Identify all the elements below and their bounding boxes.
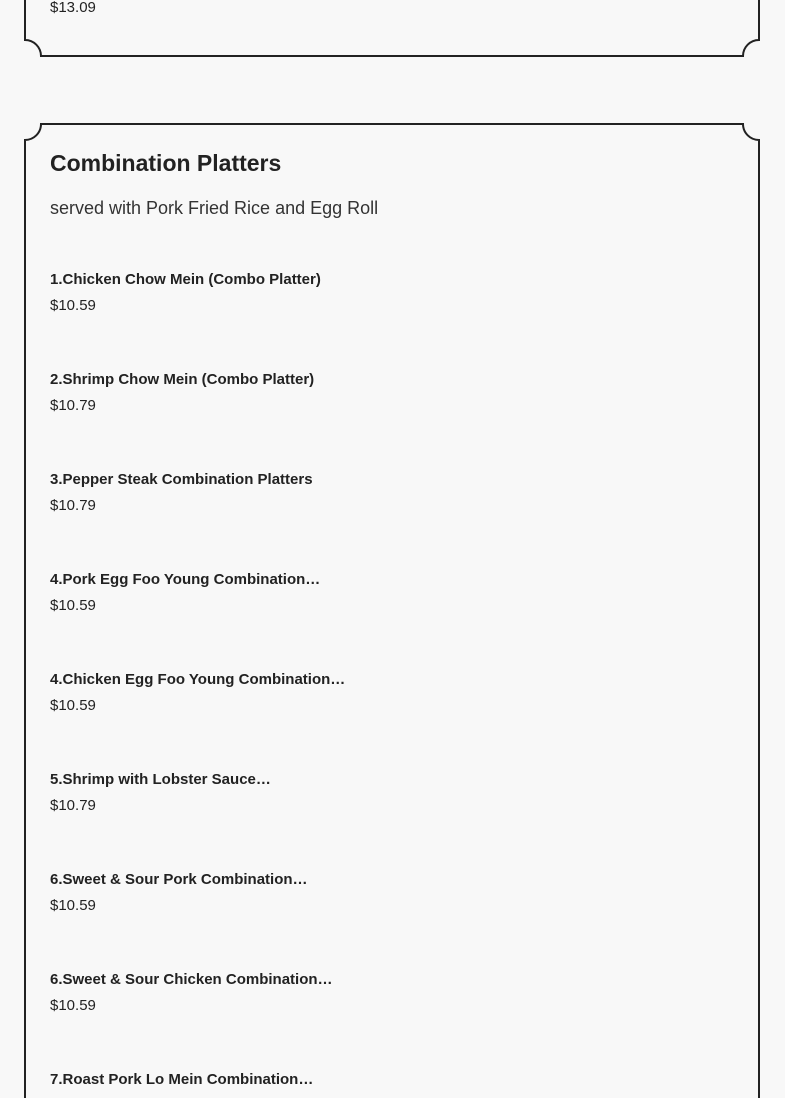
- item-price: $10.59: [50, 597, 96, 614]
- menu-item[interactable]: [50, 270, 730, 316]
- item-price: $10.59: [50, 697, 96, 714]
- menu-item[interactable]: [50, 870, 730, 916]
- menu-item[interactable]: [50, 670, 730, 716]
- card-frame: [24, 0, 761, 58]
- menu-item[interactable]: [50, 970, 730, 1016]
- item-name: 3.Pepper Steak Combination Platters: [50, 471, 313, 488]
- menu-item[interactable]: [50, 570, 730, 616]
- previous-section-card: [24, 0, 761, 58]
- item-name: 4.Chicken Egg Foo Young Combination…: [50, 671, 346, 688]
- item-price: $13.09: [50, 0, 96, 16]
- item-price: $10.59: [50, 997, 96, 1014]
- item-price: $10.79: [50, 797, 96, 814]
- item-name: 5.Shrimp with Lobster Sauce…: [50, 771, 271, 788]
- menu-item[interactable]: [50, 370, 730, 416]
- item-name: 4.Pork Egg Foo Young Combination…: [50, 571, 321, 588]
- section-subtitle: served with Pork Fried Rice and Egg Roll: [50, 198, 379, 218]
- item-name: 6.Sweet & Sour Pork Combination…: [50, 871, 308, 888]
- item-name: 2.Shrimp Chow Mein (Combo Platter): [50, 371, 315, 388]
- item-price: $10.79: [50, 497, 96, 514]
- item-price: $10.59: [50, 297, 96, 314]
- menu-item[interactable]: [50, 770, 730, 816]
- menu-item[interactable]: [50, 470, 730, 516]
- combination-platters-card: [24, 122, 761, 1098]
- item-price: $10.79: [50, 397, 96, 414]
- item-name: 1.Chicken Chow Mein (Combo Platter): [50, 271, 321, 288]
- item-name: 6.Sweet & Sour Chicken Combination…: [50, 971, 333, 988]
- item-name: 7.Roast Pork Lo Mein Combination…: [50, 1071, 314, 1088]
- section-title: Combination Platters: [50, 150, 282, 176]
- menu-item[interactable]: [50, 1070, 730, 1096]
- item-price: $10.59: [50, 897, 96, 914]
